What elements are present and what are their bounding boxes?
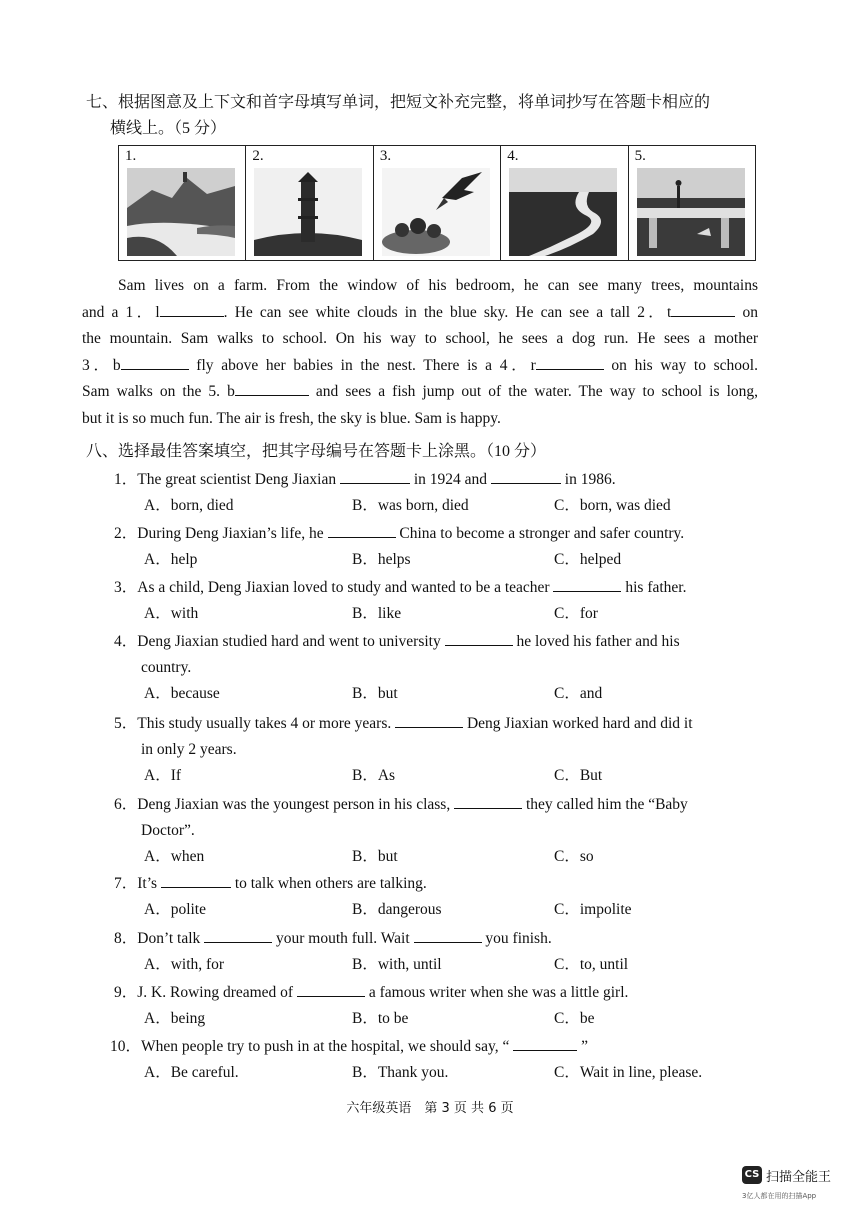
answer-blank-4 [536, 355, 604, 370]
question-options [114, 897, 764, 923]
question-options [114, 681, 764, 707]
section7-heading [86, 90, 776, 142]
option-a[interactable]: A．because [144, 685, 220, 702]
section8-title: 八、选择最佳答案填空，把其字母编号在答题卡上涂黑。（10 分） [86, 443, 547, 460]
option-a[interactable]: A．when [144, 848, 205, 865]
passage-text: but it is so much fun. The air is fresh, the sky is blue. Sam is happy. [82, 409, 501, 427]
passage-text: 3．b [82, 356, 121, 374]
section7-title-line2: 横线上。（5 分） [110, 120, 227, 137]
answer-blank [328, 523, 396, 538]
passage-line-6 [82, 406, 758, 433]
option-b[interactable]: B．like [352, 605, 402, 622]
river-photo-icon [509, 168, 617, 256]
option-a[interactable]: A．If [144, 767, 182, 784]
option-a[interactable]: A．being [144, 1010, 206, 1027]
question-5 [114, 711, 764, 789]
question-stem: 5．This study usually takes 4 or more years. Deng Jiaxian worked hard and did it [114, 715, 693, 732]
option-c[interactable]: C．impolite [554, 901, 632, 918]
picture-5 [629, 146, 755, 260]
answer-blank [297, 982, 365, 997]
passage-text: Sam walks on the 5. b [82, 383, 235, 401]
question-7 [114, 871, 764, 923]
option-b[interactable]: B．helps [352, 551, 411, 568]
question-stem: 4．Deng Jiaxian studied hard and went to university he loved his father and his [114, 633, 680, 650]
passage-line-2 [82, 300, 758, 327]
option-b[interactable]: B．to be [352, 1010, 409, 1027]
scanner-app-name: 扫描全能王 [766, 1170, 832, 1185]
answer-blank [161, 873, 231, 888]
scanner-tagline: 3亿人都在用的扫描App [742, 1192, 817, 1200]
option-b[interactable]: B．was born, died [352, 497, 469, 514]
option-b[interactable]: B．but [352, 848, 398, 865]
passage-text: on his way to school. [603, 356, 758, 374]
question-stem-continued: Doctor”. [141, 822, 195, 839]
option-a[interactable]: A．with, for [144, 956, 225, 973]
picture-number: 1. [125, 148, 137, 164]
option-c[interactable]: C．for [554, 605, 598, 622]
picture-1 [119, 146, 246, 260]
picture-number: 4. [507, 148, 519, 164]
passage-line-3 [82, 326, 758, 353]
answer-blank [491, 469, 561, 484]
question-1 [114, 467, 764, 519]
question-9 [114, 980, 764, 1032]
question-10 [110, 1034, 760, 1086]
picture-2 [246, 146, 373, 260]
answer-blank [204, 928, 272, 943]
question-options [114, 1006, 764, 1032]
passage-text: and sees a fish jump out of the water. The way to school is long, [308, 383, 758, 401]
answer-blank-3 [121, 355, 189, 370]
passage-line-1 [82, 273, 758, 300]
option-c[interactable]: C．and [554, 685, 603, 702]
question-stem-continued: in only 2 years. [141, 741, 237, 758]
page-footer: 六年级英语 第 3 页 共 6 页 [346, 1101, 514, 1116]
picture-number: 2. [252, 148, 264, 164]
option-b[interactable]: B．Thank you. [352, 1064, 449, 1081]
question-stem: 9．J. K. Rowing dreamed of a famous writer when she was a little girl. [114, 984, 629, 1001]
question-options [114, 844, 764, 870]
lake-mountain-photo-icon [127, 168, 235, 256]
answer-blank-1 [160, 302, 224, 317]
passage-text: the mountain. Sam walks to school. On his way to school, he sees a dog run. He sees a mother [82, 330, 758, 348]
scanner-logo-icon: CS [742, 1166, 762, 1184]
passage-line-5 [82, 379, 758, 406]
option-c[interactable]: C．to, until [554, 956, 629, 973]
question-stem: 10．When people try to push in at the hospital, we should say, “ ” [110, 1038, 588, 1055]
bridge-photo-icon [637, 168, 745, 256]
option-c[interactable]: C．helped [554, 551, 622, 568]
option-b[interactable]: B．with, until [352, 956, 442, 973]
option-b[interactable]: B．dangerous [352, 901, 442, 918]
passage-text: on [735, 303, 758, 321]
answer-blank [454, 794, 522, 809]
question-stem: 3．As a child, Deng Jiaxian loved to study and wanted to be a teacher his father. [114, 579, 687, 596]
option-c[interactable]: C．born, was died [554, 497, 671, 514]
passage-text: fly above her babies in the nest. There is a 4．r [188, 356, 536, 374]
option-a[interactable]: A．with [144, 605, 199, 622]
picture-3 [374, 146, 501, 260]
question-options [114, 547, 764, 573]
passage-text: Sam lives on a farm. From the window of his bedroom, he can see many trees, mountains [118, 277, 758, 294]
question-options [110, 1060, 760, 1086]
picture-strip [118, 145, 756, 261]
option-c[interactable]: C．Wait in line, please. [554, 1064, 703, 1081]
answer-blank [553, 577, 621, 592]
passage-text: . He can see white clouds in the blue sky. He can see a tall 2．t [223, 303, 672, 321]
answer-blank-5 [235, 381, 309, 396]
answer-blank [445, 631, 513, 646]
question-4 [114, 629, 764, 707]
question-6 [114, 792, 764, 870]
answer-blank [395, 713, 463, 728]
passage-text: and a 1．l [82, 303, 160, 321]
question-8 [114, 926, 764, 978]
picture-4 [501, 146, 628, 260]
question-options [114, 493, 764, 519]
question-stem: 2．During Deng Jiaxian’s life, he China to become a stronger and safer country. [114, 525, 685, 542]
question-stem: 1．The great scientist Deng Jiaxian in 1924 and in 1986. [114, 471, 616, 488]
option-a[interactable]: A．polite [144, 901, 206, 918]
bird-nest-photo-icon [382, 168, 490, 256]
tower-photo-icon [254, 168, 362, 256]
option-b[interactable]: B．but [352, 685, 398, 702]
option-c[interactable]: C．But [554, 767, 603, 784]
question-options [114, 763, 764, 789]
picture-number: 3. [379, 148, 392, 164]
question-stem-continued: country. [141, 659, 192, 676]
picture-number: 5. [634, 148, 646, 164]
option-a[interactable]: A．Be careful. [144, 1064, 239, 1081]
option-c[interactable]: C．be [554, 1010, 595, 1027]
answer-blank [414, 928, 482, 943]
answer-blank [340, 469, 410, 484]
question-2 [114, 521, 764, 573]
option-c[interactable]: C．so [554, 848, 594, 865]
section7-title-line1: 七、根据图意及上下文和首字母填写单词，把短文补充完整，将单词抄写在答题卡相应的 [86, 94, 711, 111]
question-stem: 8．Don’t talk your mouth full. Wait you finish. [114, 930, 552, 947]
passage-line-4 [82, 353, 758, 380]
option-a[interactable]: A．born, died [144, 497, 234, 514]
question-options [114, 601, 764, 627]
option-b[interactable]: B．As [352, 767, 396, 784]
question-stem: 7．It’s to talk when others are talking. [114, 875, 427, 892]
answer-blank-2 [671, 302, 735, 317]
cloze-passage [82, 273, 758, 433]
question-stem: 6．Deng Jiaxian was the youngest person in his class, they called him the “Baby [114, 796, 688, 813]
answer-blank [513, 1036, 577, 1051]
question-options [114, 952, 764, 978]
question-3 [114, 575, 764, 627]
option-a[interactable]: A．help [144, 551, 198, 568]
